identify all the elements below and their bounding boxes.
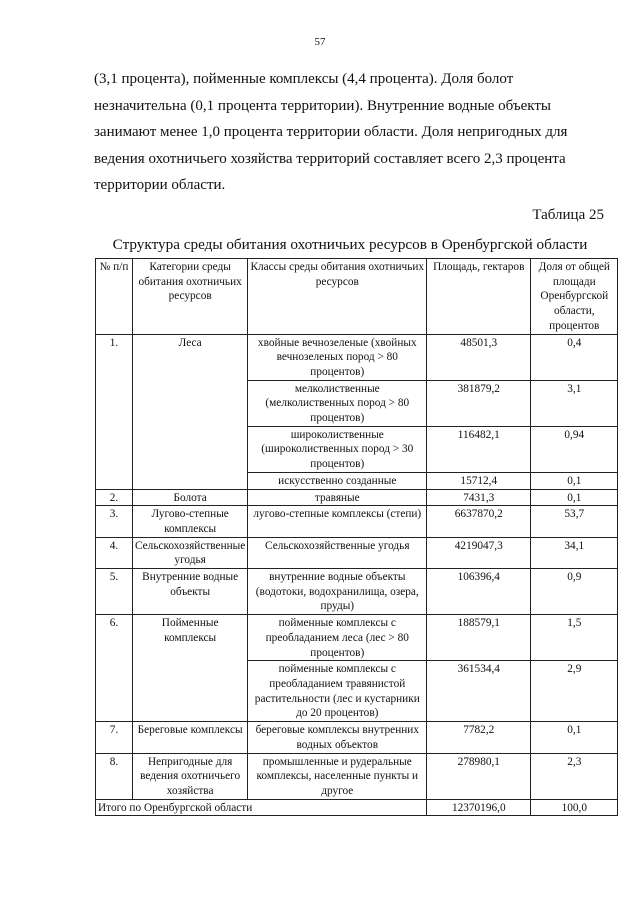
table-row (96, 722, 618, 753)
header-class: Классы среды обитания охотничьих ресурсов (248, 259, 427, 335)
header-category: Категории среды обитания охотничьих ресурсов (133, 259, 248, 335)
header-area: Площадь, гектаров (427, 259, 531, 335)
cell-area: 106396,4 (427, 569, 531, 615)
cell-area: 7782,2 (427, 722, 531, 753)
cell-area: 15712,4 (427, 472, 531, 489)
cell-category: Пойменные комплексы (133, 615, 248, 722)
cell-class: пойменные комплексы с преобладанием травянистой растительности (лес и кустарники до 20 процентов) (248, 661, 427, 722)
cell-share: 0,94 (531, 426, 618, 472)
total-area: 12370196,0 (427, 799, 531, 816)
cell-share: 2,3 (531, 753, 618, 799)
cell-class: промышленные и рудеральные комплексы, населенные пункты и другое (248, 753, 427, 799)
cell-category: Лугово-степные комплексы (133, 506, 248, 537)
table-row (96, 753, 618, 799)
paragraph-line: территории области. (94, 177, 226, 193)
cell-category: Береговые комплексы (133, 722, 248, 753)
cell-share: 3,1 (531, 380, 618, 426)
cell-share: 34,1 (531, 537, 618, 568)
table-label: Таблица 25 (532, 207, 604, 223)
cell-category: Болота (133, 489, 248, 506)
page-number: 57 (314, 36, 326, 48)
cell-area: 361534,4 (427, 661, 531, 722)
header-num: № п/п (96, 259, 133, 335)
cell-share: 0,1 (531, 722, 618, 753)
cell-category: Непригодные для ведения охотничьего хозяйства (133, 753, 248, 799)
cell-class: искусственно созданные (248, 472, 427, 489)
cell-area: 188579,1 (427, 615, 531, 661)
cell-share: 0,1 (531, 489, 618, 506)
table-row (96, 569, 618, 615)
table-row (96, 489, 618, 506)
cell-class: пойменные комплексы с преобладанием леса (лес > 80 процентов) (248, 615, 427, 661)
cell-share: 0,1 (531, 472, 618, 489)
cell-share: 0,9 (531, 569, 618, 615)
total-label: Итого по Оренбургской области (96, 799, 427, 816)
table-total-row (96, 799, 618, 816)
paragraph-line: незначительна (0,1 процента территории). Внутренние водные объекты (94, 97, 551, 114)
cell-category: Леса (133, 334, 248, 489)
cell-class: Сельскохозяйственные угодья (248, 537, 427, 568)
total-share: 100,0 (531, 799, 618, 816)
cell-num: 6. (96, 615, 133, 722)
cell-num: 2. (96, 489, 133, 506)
cell-class: внутренние водные объекты (водотоки, водохранилища, озера, пруды) (248, 569, 427, 615)
cell-class: хвойные вечнозеленые (хвойных вечнозеленых пород > 80 процентов) (248, 334, 427, 380)
table-title: Структура среды обитания охотничьих ресурсов в Оренбургской области (112, 236, 588, 253)
paragraph-line: ведения охотничьего хозяйства территорий составляет всего 2,3 процента (94, 150, 566, 167)
cell-share: 1,5 (531, 615, 618, 661)
cell-category: Внутренние водные объекты (133, 569, 248, 615)
habitat-table (95, 258, 618, 816)
cell-num: 8. (96, 753, 133, 799)
cell-area: 6637870,2 (427, 506, 531, 537)
cell-num: 7. (96, 722, 133, 753)
cell-class: широколиственные (широколиственных пород > 30 процентов) (248, 426, 427, 472)
cell-area: 48501,3 (427, 334, 531, 380)
cell-num: 1. (96, 334, 133, 489)
cell-num: 3. (96, 506, 133, 537)
paragraph-line: (3,1 процента), пойменные комплексы (4,4 процента). Доля болот (94, 71, 514, 87)
cell-class: береговые комплексы внутренних водных объектов (248, 722, 427, 753)
cell-class: мелколиственные (мелколиственных пород > 80 процентов) (248, 380, 427, 426)
table-header-row (96, 259, 618, 335)
cell-area: 116482,1 (427, 426, 531, 472)
cell-area: 7431,3 (427, 489, 531, 506)
cell-class: лугово-степные комплексы (степи) (248, 506, 427, 537)
cell-share: 53,7 (531, 506, 618, 537)
cell-share: 2,9 (531, 661, 618, 722)
table-row (96, 334, 618, 380)
cell-area: 278980,1 (427, 753, 531, 799)
cell-num: 5. (96, 569, 133, 615)
cell-category: Сельскохозяйственные угодья (133, 537, 248, 568)
header-share: Доля от общей площади Оренбургской области, процентов (531, 259, 618, 335)
cell-area: 381879,2 (427, 380, 531, 426)
body-paragraph (94, 66, 604, 199)
cell-area: 4219047,3 (427, 537, 531, 568)
cell-class: травяные (248, 489, 427, 506)
cell-num: 4. (96, 537, 133, 568)
table-row (96, 506, 618, 537)
table-row (96, 537, 618, 568)
cell-share: 0,4 (531, 334, 618, 380)
paragraph-line: занимают менее 1,0 процента территории области. Доля непригодных для (94, 124, 568, 140)
table-row (96, 615, 618, 661)
